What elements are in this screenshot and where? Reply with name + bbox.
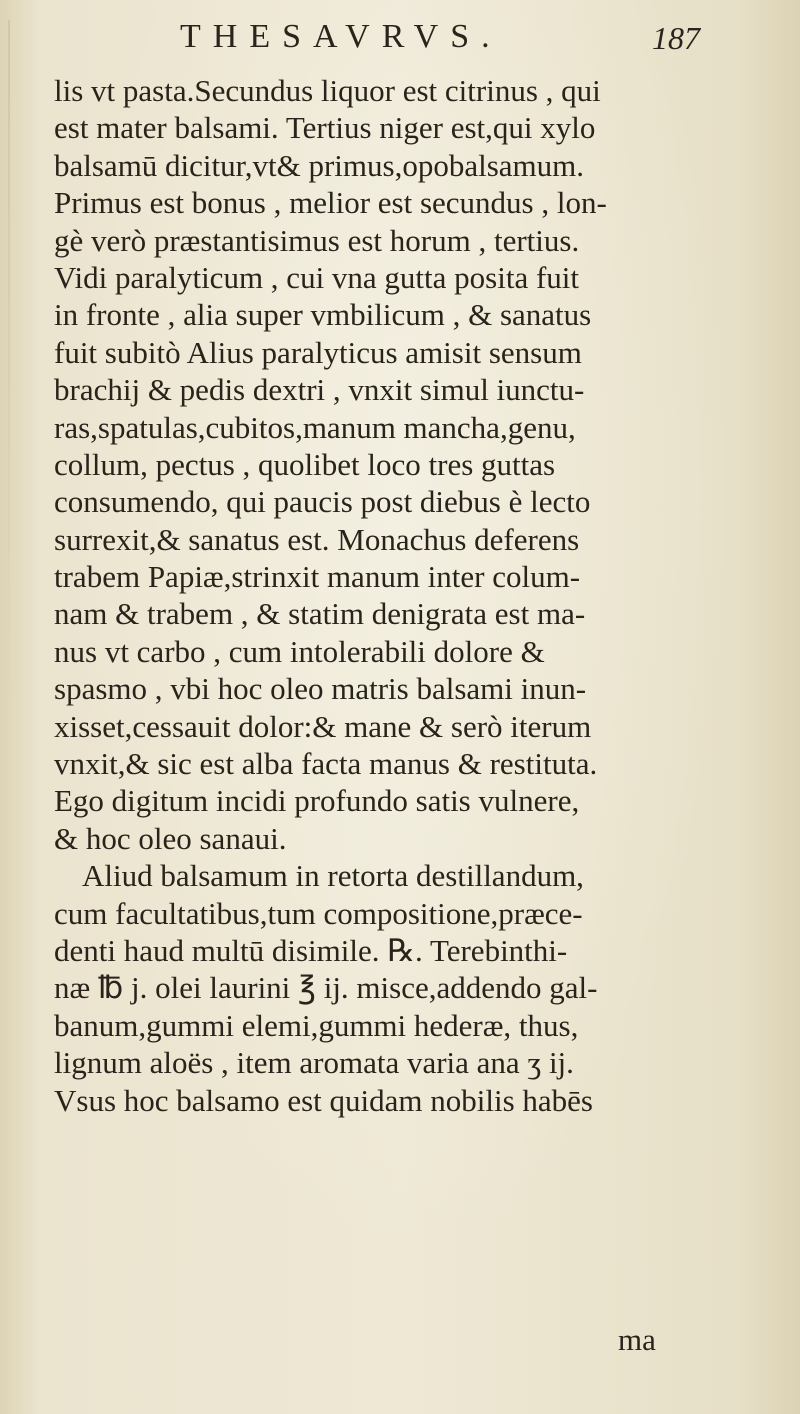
text-line: denti haud multū disimile. ℞. Terebinthi- (54, 932, 568, 968)
text-line: collum, pectus , quolibet loco tres guttas (54, 446, 556, 482)
text-line: trabem Papiæ,strinxit manum inter colum- (54, 559, 581, 595)
text-line: est mater balsami. Tertius niger est,qui xylo (54, 110, 596, 146)
text-line: nus vt carbo , cum intolerabili dolore & (54, 633, 545, 669)
text-line: banum,gummi elemi,gummi hederæ, thus, (54, 1007, 579, 1043)
text-line: consumendo, qui paucis post diebus è lecto (54, 484, 591, 520)
text-line: Vidi paralyticum , cui vna gutta posita fuit (54, 259, 580, 295)
text-line: Vsus hoc balsamo est quidam nobilis habēs (54, 1082, 593, 1118)
page-number: 187 (652, 20, 700, 56)
text-line: gè verò præstantisimus est horum , tertius. (54, 222, 580, 258)
text-line: lignum aloës , item aromata varia ana ʒ ij. (54, 1045, 574, 1081)
text-line: Aliud balsamum in retorta destillandum, (82, 858, 584, 894)
gutter-shadow (8, 20, 10, 710)
body-text (54, 72, 720, 1119)
text-line: in fronte , alia super vmbilicum , & sanatus (54, 297, 592, 333)
text-line: surrexit,& sanatus est. Monachus deferens (54, 521, 580, 557)
text-line: ras,spatulas,cubitos,manum mancha,genu, (54, 409, 576, 445)
text-line: brachij & pedis dextri , vnxit simul iunctu- (54, 372, 585, 408)
text-line: Primus est bonus , melior est secundus , lon- (54, 185, 607, 221)
text-line: vnxit,& sic est alba facta manus & restituta. (54, 746, 598, 782)
page-header (180, 12, 700, 62)
text-line: & hoc oleo sanaui. (54, 820, 287, 856)
text-line: Ego digitum incidi profundo satis vulnere, (54, 783, 580, 819)
text-line: xisset,cessauit dolor:& mane & serò iterum (54, 708, 592, 744)
text-line: cum facultatibus,tum compositione,præce- (54, 895, 583, 931)
text-line: lis vt pasta.Secundus liquor est citrinus , qui (54, 73, 601, 108)
catchword: ma (618, 1322, 656, 1357)
text-line: balsamū dicitur,vt& primus,opobalsamum. (54, 147, 584, 183)
text-line: spasmo , vbi hoc oleo matris balsami inun- (54, 671, 587, 707)
running-head: THESAVRVS. (180, 18, 502, 55)
text-line: næ ℔ j. olei laurini ℥ ij. misce,addendo gal- (54, 970, 598, 1006)
text-line: fuit subitò Alius paralyticus amisit sensum (54, 334, 582, 370)
text-line: nam & trabem , & statim denigrata est ma- (54, 596, 586, 632)
